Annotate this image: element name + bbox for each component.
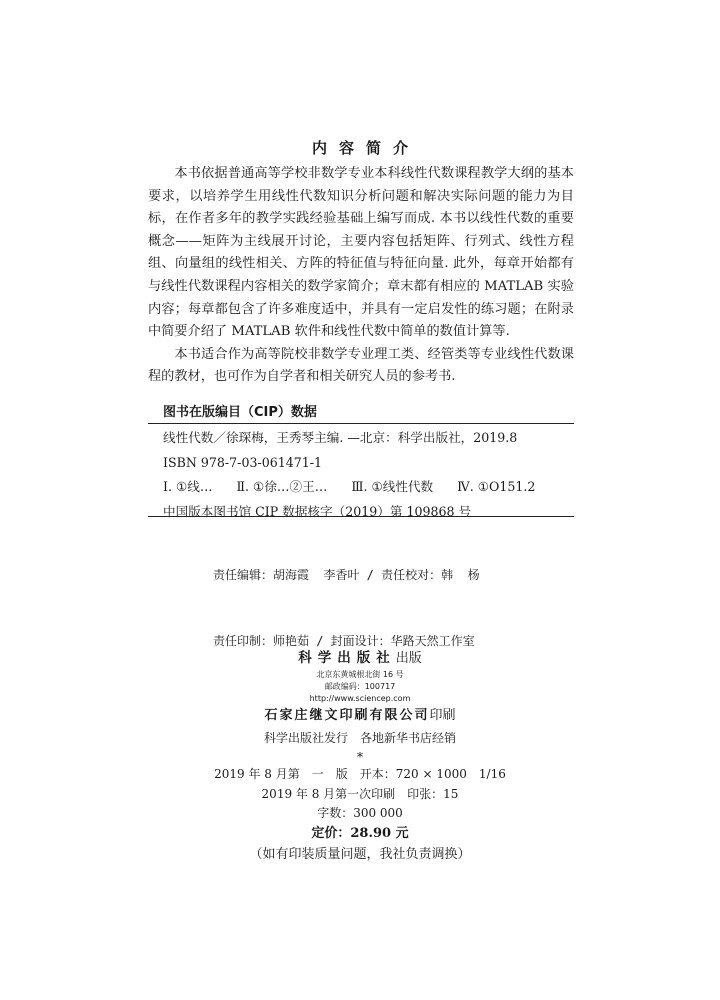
separator-star: * (357, 750, 363, 764)
printer-name: 石家庄继文印刷有限公司 (264, 708, 430, 723)
publisher-address: 北京东黄城根北街 16 号 (316, 670, 404, 679)
word-count: 字数：300 000 (317, 806, 403, 820)
printer-line (0, 705, 720, 727)
quality-notice: （如有印装质量问题，我社负责调换） (249, 846, 471, 862)
cip-top-rule (148, 423, 574, 424)
publisher-postcode: 邮政编码：100717 (324, 682, 396, 691)
cip-class-1: Ⅰ. ①线… (163, 479, 213, 494)
cip-class-3: Ⅲ. ①线性代数 (351, 479, 434, 494)
staff-line-printing: 责任印制：师艳茹 / 封面设计：华路天然工作室 (213, 634, 475, 648)
summary-paragraph-1: 本书依据普通高等学校非数学专业本科线性代数课程教学大纲的基本要求，以培养学生用线性代数知识分析问题和解决实际问题的能力为目标，在作者多年的教学实践经验基础上编写而成. 本书以线性代数的重要概念——矩阵为主线展开讨论，主要内容包括矩阵、行列式、线性方程组、向量组的线性相关、方阵的特征值与特征向量. 此外，每章开始都有与线性代数课程内容相关的数学家简介；章末都有相应的 MATLAB 实验内容；每章都包含了许多难度适中，并具有一定启发性的练习题；在附录中简要介绍了 MATLAB 软件和线性代数中简单的数值计算等. (148, 166, 574, 340)
edition-line: 2019 年 8 月第 一 版 开本：720 × 1000 1/16 (214, 767, 506, 781)
cip-heading: 图书在版编目（CIP）数据 (163, 405, 317, 420)
cip-bottom-rule (148, 516, 574, 517)
printer-suffix: 印刷 (429, 708, 456, 723)
publisher-suffix: 出版 (395, 651, 422, 666)
publisher-website: http://www.sciencep.com (309, 694, 411, 703)
cip-block (163, 426, 573, 524)
summary-body (148, 163, 574, 389)
cip-class-4: Ⅳ. ①O151.2 (457, 479, 536, 494)
staff-line-editors: 责任编辑：胡海霞 李香叶 / 责任校对：韩 杨 (213, 568, 480, 582)
cip-citation: 线性代数／徐琛梅，王秀琴主编. —北京：科学出版社，2019.8 (163, 430, 518, 445)
summary-paragraph-2: 本书适合作为高等院校非数学专业理工类、经管类等专业线性代数课程的教材，也可作为自学者和相关研究人员的参考书. (148, 346, 574, 385)
printing-line: 2019 年 8 月第一次印刷 印张：15 (261, 786, 459, 801)
cip-record-number: 中国版本图书馆 CIP 数据核字（2019）第 109868 号 (163, 503, 472, 519)
publisher-line (0, 648, 720, 669)
price-value: 28.90 元 (350, 825, 409, 841)
publication-info (0, 648, 720, 866)
distribution-line: 科学出版社发行 各地新华书店经销 (263, 731, 456, 745)
publisher-name: 科学出版社 (298, 650, 396, 666)
summary-title: 内容简介 (311, 139, 420, 157)
price-label: 定价： (311, 825, 351, 841)
cip-class-2: Ⅱ. ①徐…②王… (236, 479, 328, 494)
cip-classification (163, 475, 573, 500)
cip-isbn: ISBN 978-7-03-061471-1 (163, 454, 323, 470)
price-line (0, 824, 720, 844)
